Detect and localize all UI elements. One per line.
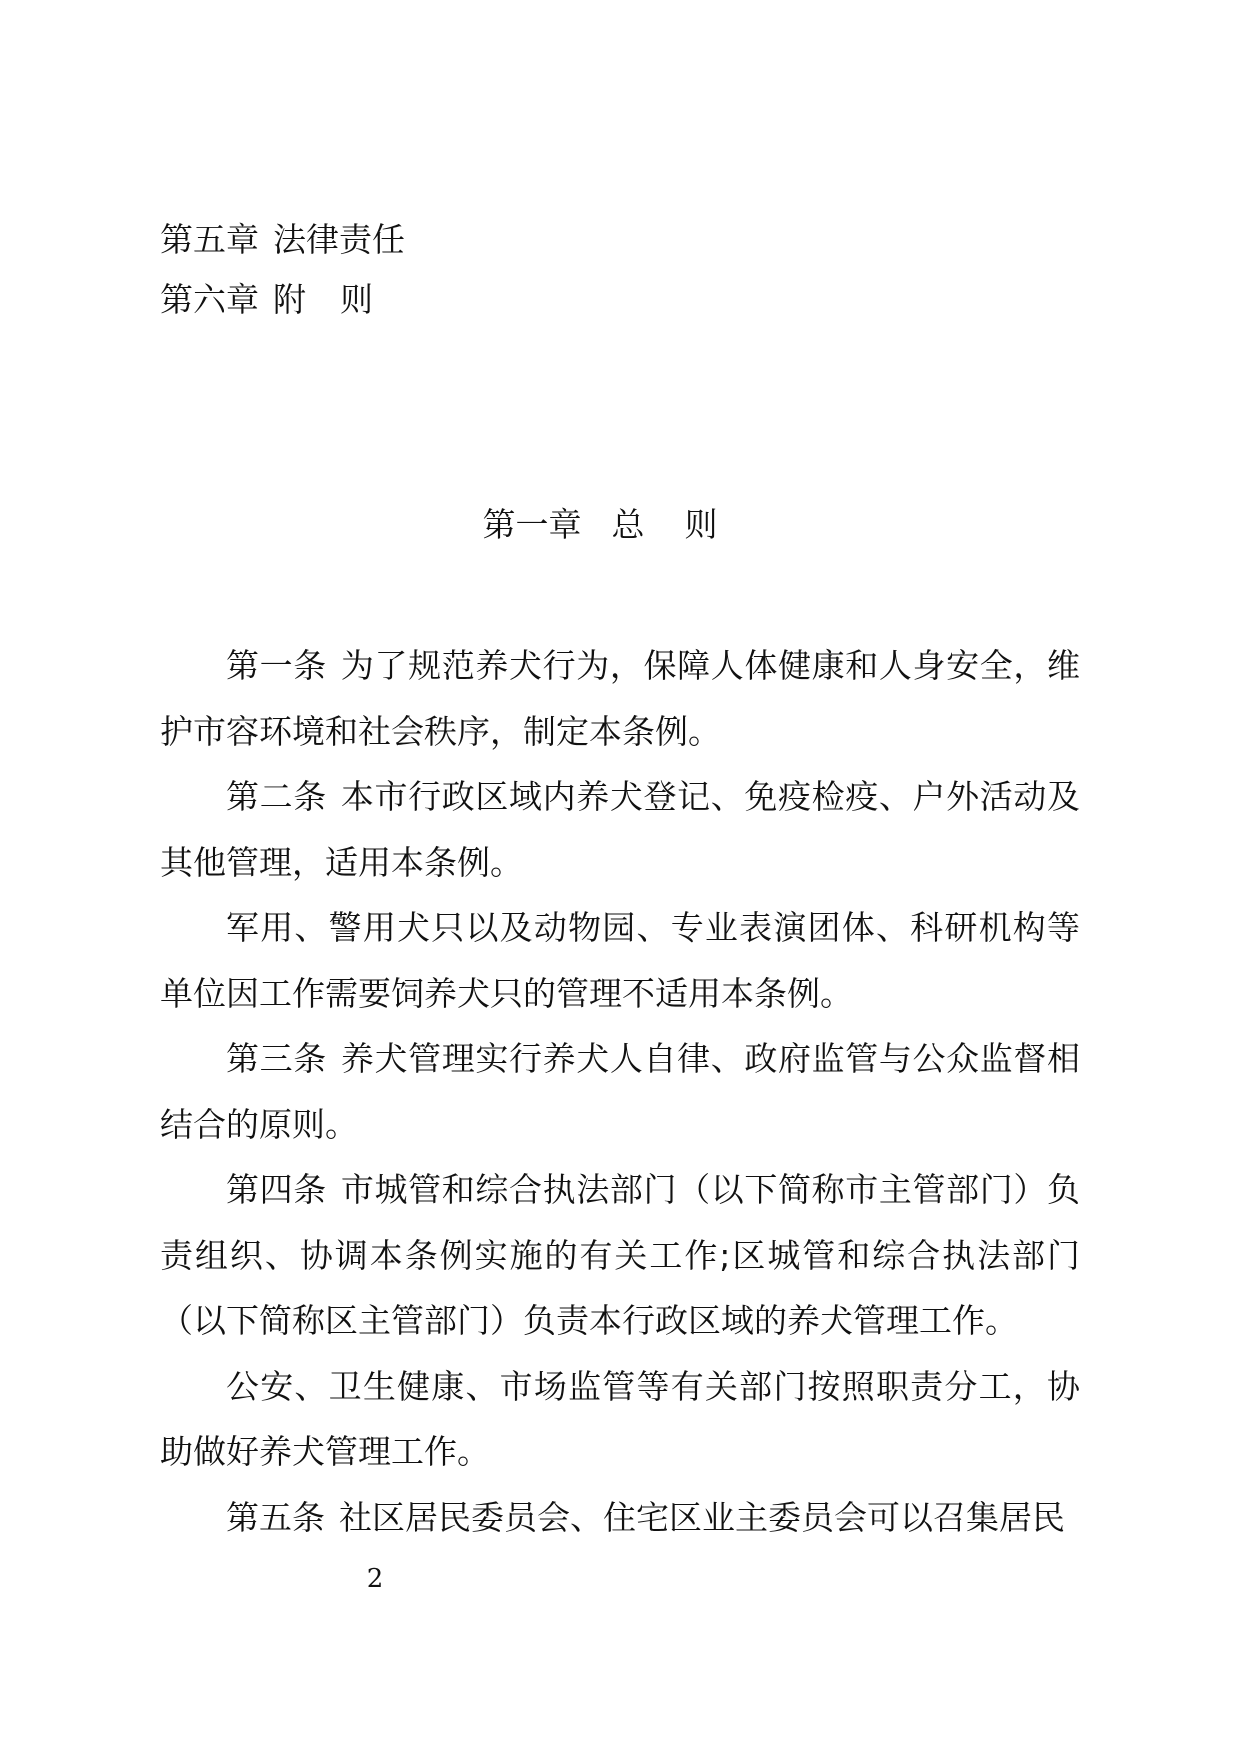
toc-chapter-number: 第六章 <box>160 280 259 319</box>
toc-entry-chapter-6 <box>160 280 407 320</box>
paragraph-article-4-cont <box>160 1354 1080 1485</box>
paragraph-article-4 <box>160 1157 1080 1354</box>
paragraph-text: 公安、卫生健康、市场监管等有关部门按照职责分工，协助做好养犬管理工作。 <box>160 1366 1080 1471</box>
article-number: 第四条 <box>226 1170 327 1209</box>
paragraph-article-2 <box>160 764 1080 895</box>
paragraph-text: 养犬管理实行养犬人自律、政府监管与公众监督相结合的原则。 <box>160 1039 1080 1144</box>
chapter-title: 总则 <box>611 505 758 544</box>
chapter-body <box>160 633 1080 1550</box>
chapter-heading <box>0 505 1240 545</box>
article-number: 第二条 <box>226 777 327 816</box>
paragraph-text: 社区居民委员会、住宅区业主委员会可以召集居民 <box>339 1497 1065 1537</box>
paragraph-text: 军用、警用犬只以及动物园、专业表演团体、科研机构等单位因工作需要饲养犬只的管理不适用本条例。 <box>160 908 1080 1013</box>
article-number: 第三条 <box>226 1039 327 1078</box>
chapter-number: 第一章 <box>482 505 582 544</box>
paragraph-text: 为了规范养犬行为，保障人体健康和人身安全，维护市容环境和社会秩序，制定本条例。 <box>160 646 1080 751</box>
toc-entry-chapter-5 <box>160 220 405 260</box>
paragraph-text: 本市行政区域内养犬登记、免疫检疫、户外活动及其他管理，适用本条例。 <box>160 777 1080 882</box>
paragraph-article-3 <box>160 1026 1080 1157</box>
page-number: 2 <box>366 1564 384 1594</box>
paragraph-article-2-cont <box>160 895 1080 1026</box>
paragraph-article-5 <box>160 1485 1080 1551</box>
toc-chapter-title: 附则 <box>273 280 407 319</box>
toc-chapter-title: 法律责任 <box>273 220 405 259</box>
article-number: 第五条 <box>226 1497 325 1537</box>
paragraph-text: 市城管和综合执法部门（以下简称市主管部门）负责组织、协调本条例实施的有关工作;区城管和综合执法部门（以下简称区主管部门）负责本行政区域的养犬管理工作。 <box>160 1170 1080 1340</box>
toc-chapter-number: 第五章 <box>160 220 259 259</box>
paragraph-article-1 <box>160 633 1080 764</box>
article-number: 第一条 <box>226 646 327 685</box>
